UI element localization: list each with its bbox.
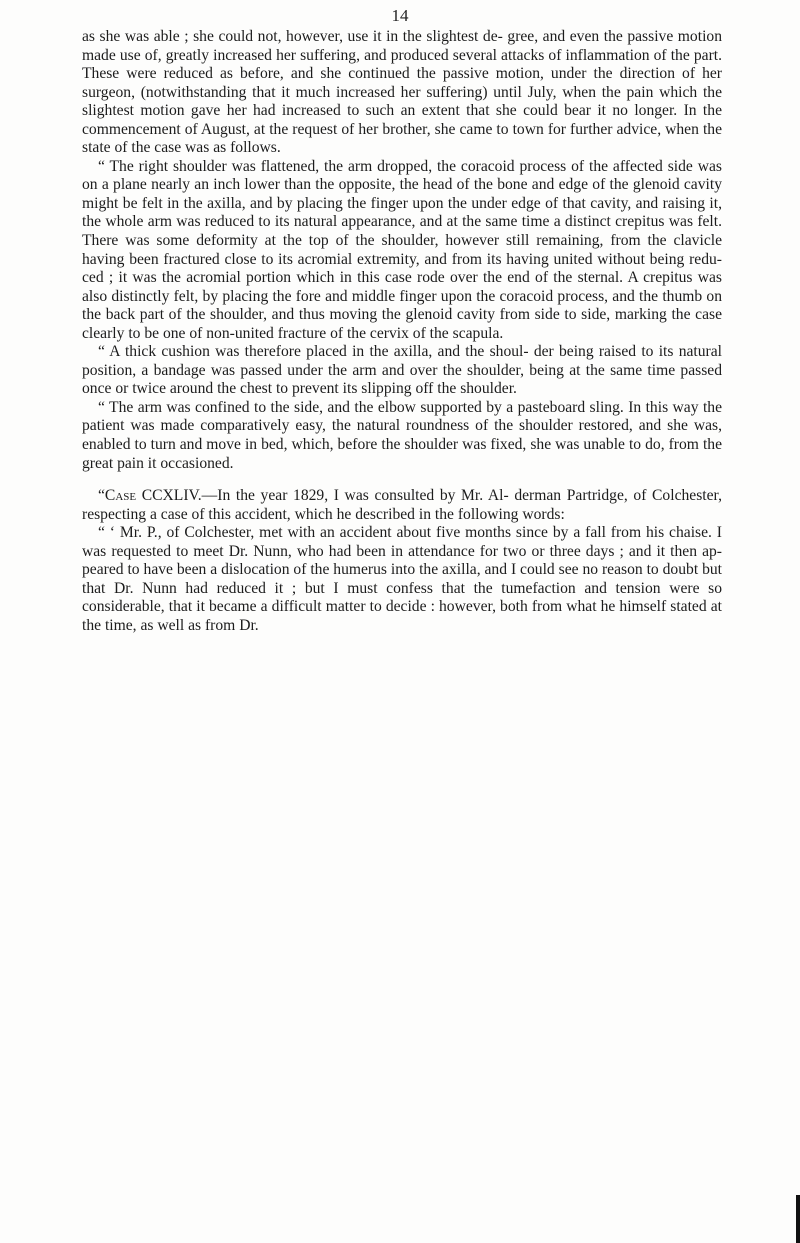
case-intro-text: CCXLIV.—In the year 1829, I was consulted by Mr. Al- derman Partridge, of Colchester, respecting a case of this accident, which he described in the following words: (82, 487, 722, 523)
page-edge-mark (796, 1195, 800, 1243)
paragraph-case-heading (82, 487, 722, 524)
paragraph-sling: “ The arm was confined to the side, and the elbow supported by a pasteboard sling. In this way the patient was made comparatively easy, the natural roundness of the shoulder restored, and she was, enabled to turn and move in bed, which, before the shoulder was fixed, she was unable to do, from the great pain it occasioned. (82, 398, 722, 472)
paragraph-quoted-account: “ ‘ Mr. P., of Colchester, met with an accident about five months since by a fall from his chaise. I was requested to meet Dr. Nunn, who had been in attendance for two or three days ; and it then ap- peared to have been a dislocation of the humerus into the axilla, and I could see no reason to doubt but that Dr. Nunn had reduced it ; but I must confess that the tumefaction and tension were so considerable, that it became a difficult matter to decide : however, both from what he himself stated at the time, as well as from Dr. (82, 524, 722, 634)
paragraph-cushion: “ A thick cushion was therefore placed in the axilla, and the shoul- der being raised to its natural position, a bandage was passed under the arm and over the shoulder, being at the same time passed once or twice around the chest to prevent its slipping off the shoulder. (82, 343, 722, 398)
paragraph-symptoms: “ The right shoulder was flattened, the arm dropped, the coracoid process of the affected side was on a plane nearly an inch lower than the opposite, the head of the bone and edge of the glenoid cavity might be felt in the axilla, and by placing the finger upon the under edge of that cavity, and raising it, the whole arm was reduced to its natural appearance, and at the same time a distinct crepitus was felt. There was some deformity at the top of the shoulder, however still remaining, from the clavicle having been fractured close to its acromial extremity, and from its having united without being redu- ced ; it was the acromial portion which in this case rode over the end of the sternal. A crepitus was also distinctly felt, by placing the fore and middle finger upon the coracoid process, and the thumb on the back part of the shoulder, and thus moving the glenoid cavity from side to side, marking the case clearly to be one of non-united fracture of the cervix of the scapula. (82, 157, 722, 342)
page-number: 14 (391, 6, 409, 25)
paragraph-continuation: as she was able ; she could not, however, use it in the slightest de- gree, and even the passive motion made use of, greatly increased her suffering, and produced several attacks of inflammation of the part. These were reduced as before, and she continued the passive motion, under the direction of her surgeon, (notwithstanding that it much increased her suffering) until July, when the pain which the slightest motion gave her had increased to such an extent that she could bear it no longer. In the commencement of August, at the request of her brother, she came to town for further advice, when the state of the case was as follows. (82, 28, 722, 157)
body-text (82, 28, 722, 636)
section-gap (82, 473, 722, 487)
case-label: “Case (98, 487, 137, 505)
